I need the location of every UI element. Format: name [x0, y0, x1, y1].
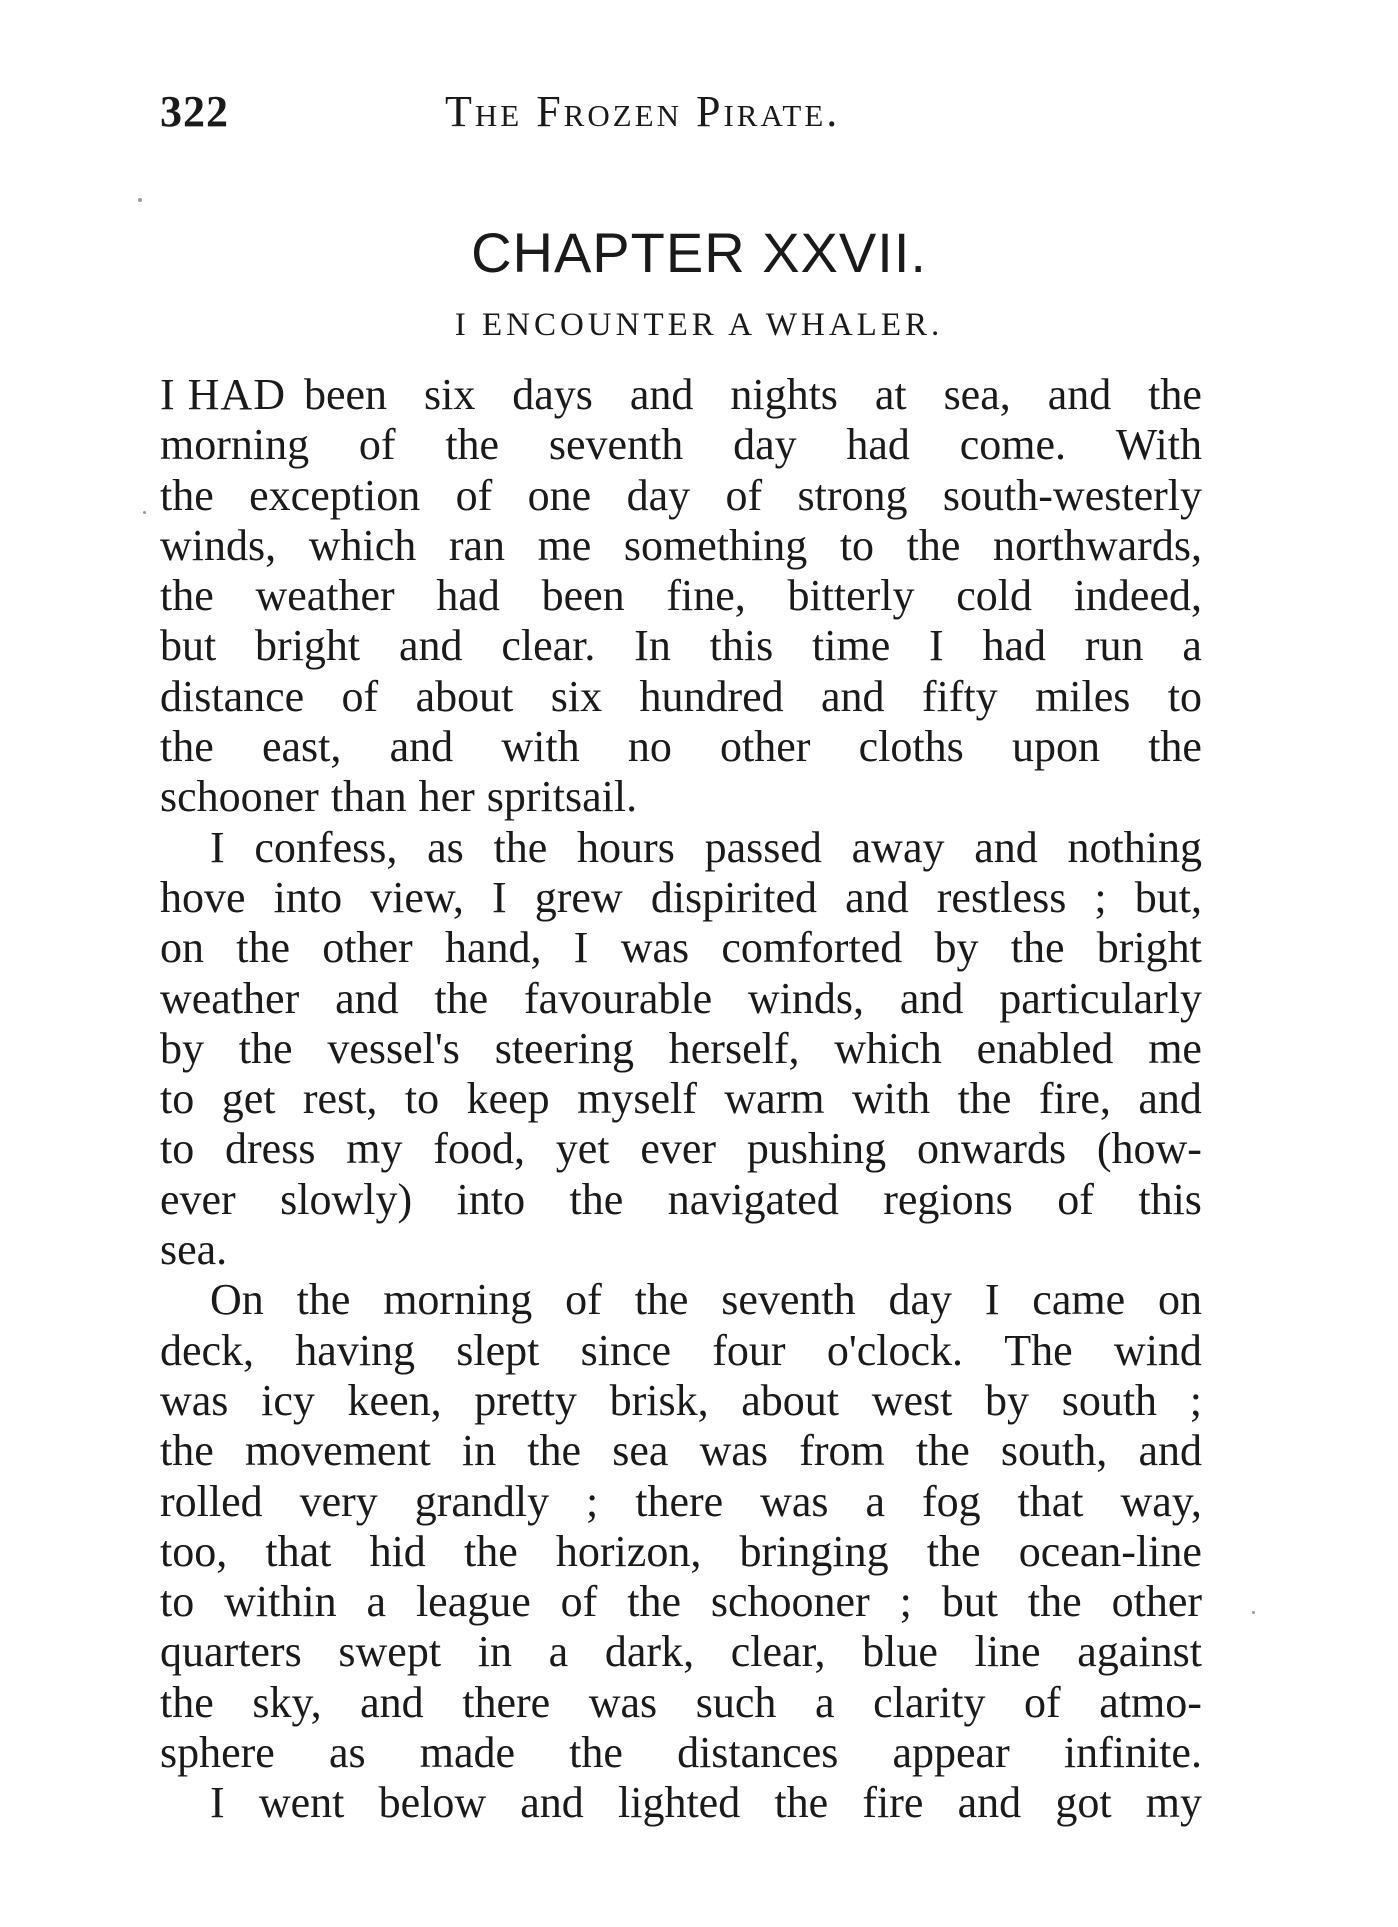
- word: from: [799, 1426, 885, 1476]
- word: the: [957, 1074, 1012, 1124]
- word: brisk,: [609, 1375, 709, 1425]
- word: ocean-line: [1018, 1526, 1202, 1576]
- word: the: [493, 822, 548, 872]
- word: in: [477, 1627, 512, 1677]
- word: than: [330, 772, 407, 822]
- word: appear: [892, 1728, 1010, 1778]
- word: On: [210, 1275, 264, 1325]
- word: this: [709, 621, 774, 671]
- word: in: [461, 1426, 497, 1476]
- word: the: [236, 923, 291, 973]
- word: very: [299, 1476, 378, 1526]
- text-line: [160, 420, 1202, 470]
- text-line: [160, 1275, 1202, 1325]
- word: sphere: [160, 1728, 275, 1778]
- word: bright: [1096, 923, 1202, 973]
- first-line: [160, 370, 1202, 420]
- word: I: [984, 1275, 1000, 1325]
- page-number: 322: [160, 87, 229, 136]
- word: of: [560, 1577, 598, 1627]
- word: exception: [249, 470, 421, 520]
- word: but,: [1134, 872, 1202, 922]
- word: that: [265, 1526, 332, 1576]
- word: o'clock.: [826, 1325, 964, 1375]
- word: which: [834, 1023, 942, 1073]
- word: vessel's: [327, 1023, 460, 1073]
- word: atmo-: [1099, 1677, 1202, 1727]
- text-line: [160, 1326, 1202, 1376]
- text-line: [160, 873, 1202, 923]
- word: was: [620, 923, 690, 973]
- word: of: [1024, 1677, 1061, 1727]
- word: sea: [612, 1426, 669, 1476]
- word: that: [1017, 1476, 1084, 1526]
- word: into: [273, 872, 343, 922]
- word: other: [720, 722, 811, 772]
- word: bringing: [739, 1526, 889, 1576]
- word: a: [865, 1476, 885, 1526]
- word: blue: [862, 1627, 938, 1677]
- word: and: [957, 1778, 1022, 1828]
- word: came: [1032, 1275, 1126, 1325]
- word: nothing: [1067, 822, 1202, 872]
- word: east,: [261, 722, 342, 772]
- word: and: [1138, 1074, 1202, 1124]
- word: to: [160, 1577, 195, 1627]
- word: distance: [160, 671, 305, 721]
- word: the: [1148, 370, 1202, 419]
- word: the: [296, 1275, 351, 1325]
- word: horizon,: [555, 1526, 702, 1576]
- word: indeed,: [1073, 571, 1202, 621]
- opening-words: I HAD: [160, 370, 286, 419]
- word: of: [725, 470, 763, 520]
- word: the: [160, 571, 214, 621]
- word: which: [308, 520, 417, 570]
- word: seventh: [721, 1275, 856, 1325]
- word: dark,: [604, 1627, 695, 1677]
- word: day: [888, 1275, 952, 1325]
- word: the: [569, 1728, 623, 1778]
- text-line: [160, 1225, 1202, 1275]
- word: clarity: [873, 1677, 986, 1727]
- word: the: [1148, 722, 1202, 772]
- text-line: [160, 772, 1202, 822]
- running-head: [160, 86, 1200, 146]
- word: spritsail.: [486, 772, 638, 822]
- word: weather: [160, 973, 300, 1023]
- word: morning: [383, 1275, 533, 1325]
- word: below: [378, 1778, 487, 1828]
- word: ;: [1189, 1375, 1202, 1425]
- word: schooner: [710, 1577, 870, 1627]
- word: had: [846, 420, 910, 470]
- word: league: [415, 1577, 531, 1627]
- text-line: [160, 1778, 1202, 1828]
- word: the: [1027, 1577, 1082, 1627]
- word: the: [434, 973, 489, 1023]
- word: the: [160, 722, 214, 772]
- word: upon: [1011, 722, 1100, 772]
- word: slowly): [280, 1174, 413, 1224]
- word: sea,: [943, 370, 1011, 419]
- text-line: [160, 1678, 1202, 1728]
- word: icy: [261, 1375, 315, 1425]
- word: hand,: [444, 923, 542, 973]
- word: ever: [640, 1124, 717, 1174]
- word: with: [851, 1074, 931, 1124]
- word: and: [899, 973, 964, 1023]
- word: I: [573, 923, 589, 973]
- word: rest,: [302, 1074, 378, 1124]
- word: to: [160, 1124, 195, 1174]
- text-line: [160, 621, 1202, 671]
- word: other: [1111, 1577, 1202, 1627]
- word: miles: [1035, 671, 1131, 721]
- chapter-subtitle: I ENCOUNTER A WHALER.: [454, 307, 944, 343]
- word: the: [238, 1023, 293, 1073]
- text-line: [160, 1477, 1202, 1527]
- word: a: [366, 1577, 387, 1627]
- word: deck,: [160, 1325, 255, 1375]
- word: distances: [677, 1728, 839, 1778]
- word: I: [210, 1778, 225, 1828]
- word: I: [929, 621, 944, 671]
- word: view,: [370, 872, 464, 922]
- word: ;: [586, 1476, 599, 1526]
- word: within: [224, 1577, 337, 1627]
- text-line: [160, 923, 1202, 973]
- word: the: [463, 1526, 518, 1576]
- word: four: [712, 1325, 786, 1375]
- word: I: [491, 872, 507, 922]
- text-line: [160, 1426, 1202, 1476]
- word: day: [733, 420, 797, 470]
- word: fire,: [1038, 1074, 1111, 1124]
- word: clear,: [730, 1627, 826, 1677]
- word: to: [839, 520, 875, 570]
- word: schooner: [160, 772, 319, 822]
- word: grew: [534, 872, 623, 922]
- word: movement: [244, 1426, 431, 1476]
- word: the: [926, 1526, 981, 1576]
- word: since: [580, 1325, 672, 1375]
- word: went: [258, 1778, 345, 1828]
- word: by: [985, 1375, 1030, 1425]
- word: bitterly: [787, 571, 915, 621]
- word: cold: [956, 571, 1032, 621]
- word: south: [1061, 1375, 1158, 1425]
- word: was: [760, 1476, 829, 1526]
- word: no: [627, 722, 672, 772]
- word: fifty: [921, 671, 998, 721]
- word: pretty: [474, 1375, 577, 1425]
- word: the: [160, 1426, 214, 1476]
- word: days: [512, 370, 593, 419]
- word: having: [295, 1325, 416, 1375]
- word: run: [1084, 621, 1144, 671]
- word: infinite.: [1063, 1728, 1202, 1778]
- word: enabled: [976, 1023, 1114, 1073]
- word: got: [1055, 1778, 1112, 1828]
- word: the: [569, 1174, 624, 1224]
- scan-speck: [138, 198, 142, 202]
- word: The: [1004, 1325, 1073, 1375]
- word: west: [871, 1375, 953, 1425]
- word: come.: [959, 420, 1066, 470]
- word: day: [626, 470, 691, 520]
- word: With: [1115, 420, 1202, 470]
- word: favourable: [523, 973, 713, 1023]
- word: into: [456, 1174, 526, 1224]
- text-line: [160, 672, 1202, 722]
- word: winds,: [160, 520, 277, 570]
- word: the: [915, 1426, 970, 1476]
- word: and: [360, 1677, 424, 1727]
- word: a: [1182, 621, 1202, 671]
- word: my: [346, 1124, 403, 1174]
- word: navigated: [667, 1174, 839, 1224]
- word: comforted: [721, 923, 903, 973]
- first-line-rest: [304, 370, 1202, 420]
- word: cloths: [858, 722, 964, 772]
- word: with: [501, 722, 580, 772]
- text-line: [160, 1728, 1202, 1778]
- word: regions: [883, 1174, 1013, 1224]
- word: the: [774, 1778, 829, 1828]
- word: was: [699, 1426, 769, 1476]
- word: bright: [255, 621, 361, 671]
- word: sea.: [160, 1225, 228, 1275]
- word: the: [527, 1426, 582, 1476]
- word: way,: [1120, 1476, 1202, 1526]
- word: restless: [936, 872, 1067, 922]
- word: one: [527, 470, 592, 520]
- word: her: [418, 772, 475, 822]
- word: against: [1077, 1627, 1202, 1677]
- scan-speck: [1252, 1611, 1255, 1614]
- word: the: [906, 520, 961, 570]
- text-line: [160, 722, 1202, 772]
- text-line: [160, 1074, 1202, 1124]
- word: six: [550, 671, 603, 721]
- word: there: [635, 1476, 724, 1526]
- word: northwards,: [992, 520, 1202, 570]
- word: strong: [797, 470, 908, 520]
- word: south,: [1000, 1426, 1108, 1476]
- running-title: The Frozen Pirate.: [445, 87, 841, 136]
- word: on: [1157, 1275, 1202, 1325]
- word: wind: [1113, 1325, 1202, 1375]
- word: clear.: [501, 621, 596, 671]
- text-line: [160, 521, 1202, 571]
- word: and: [520, 1778, 584, 1828]
- word: herself,: [668, 1023, 800, 1073]
- word: by: [160, 1023, 204, 1073]
- word: rolled: [160, 1476, 263, 1526]
- text-line: [160, 1124, 1202, 1174]
- word: as: [328, 1728, 366, 1778]
- word: food,: [433, 1124, 525, 1174]
- word: a: [548, 1627, 569, 1677]
- word: dispirited: [650, 872, 818, 922]
- word: at: [874, 370, 907, 419]
- word: the: [160, 1677, 214, 1727]
- word: of: [341, 671, 379, 721]
- word: but: [941, 1577, 999, 1627]
- word: the: [634, 1275, 689, 1325]
- word: fog: [921, 1476, 981, 1526]
- word: of: [565, 1275, 602, 1325]
- word: ;: [899, 1577, 912, 1627]
- word: keen,: [347, 1375, 442, 1425]
- word: had: [982, 621, 1047, 671]
- word: ever: [160, 1174, 236, 1224]
- word: slept: [456, 1325, 540, 1375]
- word: and: [335, 973, 399, 1023]
- word: made: [419, 1728, 516, 1778]
- word: by: [934, 923, 979, 973]
- word: the: [1010, 923, 1065, 973]
- text-line: [160, 1527, 1202, 1577]
- word: ;: [1094, 872, 1107, 922]
- word: and: [974, 822, 1038, 872]
- word: time: [812, 621, 891, 671]
- word: about: [415, 671, 514, 721]
- word: this: [1138, 1174, 1202, 1224]
- word: to: [1167, 671, 1202, 721]
- word: was: [160, 1375, 229, 1425]
- word: get: [221, 1074, 276, 1124]
- word: winds,: [747, 973, 865, 1023]
- word: lighted: [618, 1778, 741, 1828]
- word: swept: [338, 1627, 442, 1677]
- word: grandly: [414, 1476, 550, 1526]
- word: ran: [448, 520, 505, 570]
- word: hours: [577, 822, 675, 872]
- word: hid: [369, 1526, 426, 1576]
- word: hove: [160, 872, 246, 922]
- word: dress: [225, 1124, 316, 1174]
- text-line: [160, 1577, 1202, 1627]
- word: and: [1138, 1426, 1202, 1476]
- word: south-westerly: [942, 470, 1202, 520]
- word: something: [623, 520, 808, 570]
- word: been: [541, 571, 625, 621]
- scan-speck: [143, 511, 146, 514]
- word: myself: [577, 1074, 697, 1124]
- paragraph-lines: [160, 420, 1202, 1828]
- body-text: [160, 370, 1202, 1829]
- word: quarters: [160, 1627, 302, 1677]
- text-line: [160, 1627, 1202, 1677]
- word: me: [537, 520, 592, 570]
- word: warm: [724, 1074, 825, 1124]
- word: away: [851, 822, 945, 872]
- word: morning: [160, 420, 310, 470]
- word: nights: [730, 370, 838, 419]
- word: fire: [862, 1778, 924, 1828]
- word: confess,: [254, 822, 398, 872]
- word: a: [814, 1677, 835, 1727]
- word: and: [845, 872, 909, 922]
- word: as: [427, 822, 464, 872]
- text-line: [160, 1024, 1202, 1074]
- word: there: [462, 1677, 551, 1727]
- word: seventh: [548, 420, 684, 470]
- word: and: [629, 370, 694, 419]
- word: the: [160, 470, 214, 520]
- word: to: [404, 1074, 440, 1124]
- text-line: [160, 974, 1202, 1024]
- word: (how-: [1096, 1124, 1202, 1174]
- word: the: [445, 420, 500, 470]
- word: six: [423, 370, 476, 419]
- word: line: [974, 1627, 1041, 1677]
- word: steering: [494, 1023, 634, 1073]
- text-line: [160, 823, 1202, 873]
- word: hundred: [639, 671, 784, 721]
- chapter-heading: CHAPTER XXVII.: [471, 221, 927, 284]
- word: about: [741, 1375, 840, 1425]
- word: of: [455, 470, 493, 520]
- word: fine,: [666, 571, 746, 621]
- word: and: [1047, 370, 1112, 419]
- word: was: [588, 1677, 658, 1727]
- text-line: [160, 471, 1202, 521]
- word: yet: [555, 1124, 610, 1174]
- word: such: [695, 1677, 777, 1727]
- word: my: [1145, 1778, 1202, 1828]
- word: of: [358, 420, 396, 470]
- word: In: [634, 621, 671, 671]
- word: weather: [255, 571, 395, 621]
- word: me: [1148, 1023, 1202, 1073]
- word: sky,: [252, 1677, 322, 1727]
- word: keep: [466, 1074, 550, 1124]
- word: of: [1057, 1174, 1094, 1224]
- word: particularly: [999, 973, 1202, 1023]
- word: and: [389, 722, 454, 772]
- word: and: [398, 621, 463, 671]
- word: too,: [160, 1526, 228, 1576]
- text-line: [160, 1175, 1202, 1225]
- word: onwards: [916, 1124, 1067, 1174]
- word: had: [436, 571, 500, 621]
- word: I: [210, 822, 225, 872]
- word: but: [160, 621, 217, 671]
- text-line: [160, 1376, 1202, 1426]
- word: other: [322, 923, 413, 973]
- word: been: [303, 370, 388, 419]
- word: passed: [704, 822, 822, 872]
- text-line: [160, 571, 1202, 621]
- word: to: [160, 1074, 195, 1124]
- word: pushing: [746, 1124, 887, 1174]
- word: the: [627, 1577, 681, 1627]
- word: on: [160, 923, 204, 973]
- word: and: [821, 671, 885, 721]
